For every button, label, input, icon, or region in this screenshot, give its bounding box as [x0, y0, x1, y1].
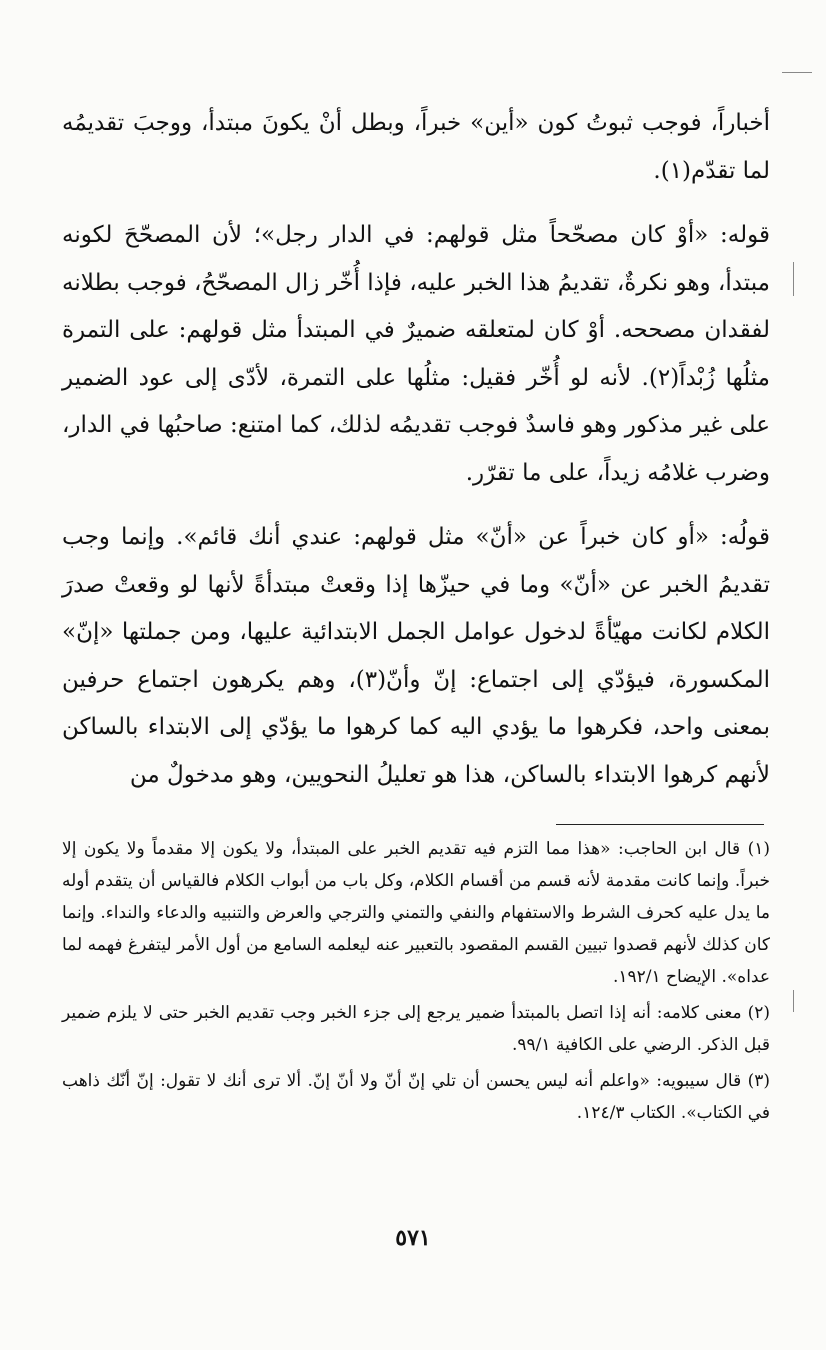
footnote-1: (١) قال ابن الحاجب: «هذا مما التزم فيه تقديم الخبر على المبتدأ، ولا يكون إلا مقدماً ولا يكون إلا خبراً. وإنما كانت مقدمة لأنه قسم من أقسام الكلام، وكل باب من أبواب الكلام فالقياس أن يتقدم أوله ما يدل عليه كحرف الشرط والاستفهام والنفي والتمني والترجي والعرض والتنبيه والدعاء والنداء. وإنما كان كذلك لأنهم قصدوا تبيين القسم المقصود بالتعبير عنه ليعلمه السامع من أول الأمر ليتفرغ فهمه لما عداه». الإيضاح ١٩٢/١. [62, 839, 770, 987]
paragraph-3: قولُه: «أو كان خبراً عن «أنّ» مثل قولهم: عندي أنك قائم». وإنما وجب تقديمُ الخبر عن «أنّ» وما في حيزّها إذا وقعتْ مبتدأةً لأنها لو وقعتْ صدرَ الكلام لكانت مهيّأةً لدخول عوامل الجمل الابتدائية عليها، ومن جملتها «إنّ» المكسورة، فيؤدّي إلى اجتماع: إنّ وأنّ(٣)، وهم يكرهون اجتماع حرفين بمعنى واحد، فكرهوا ما يؤدي اليه كما كرهوا ما يؤدّي إلى الابتداء بالساكن لأنهم كرهوا الابتداء بالساكن، هذا هو تعليلُ النحويين، وهو مدخولٌ من [62, 524, 770, 788]
scan-artifact-margin [793, 262, 794, 296]
scan-artifact-footnote [793, 990, 794, 1012]
paragraph-2: قوله: «أوْ كان مصحّحاً مثل قولهم: في الدار رجل»؛ لأن المصحّحَ لكونه مبتدأ، وهو نكرةٌ، تقديمُ هذا الخبر عليه، فإذا أُخّر زال المصحّحُ، فوجب بطلانه لفقدان مصححه. أوْ كان لمتعلقه ضميرٌ في المبتدأ مثل قولهم: على التمرة مثلُها زُبْداً(٢). لأنه لو أُخّر فقيل: مثلُها على التمرة، لأدّى إلى عود الضمير على غير مذكور وهو فاسدٌ فوجب تقديمُه لذلك، كما امتنع: صاحبُها في الدار، وضرب غلامُه زيداً، على ما تقرّر. [62, 222, 770, 486]
main-text [62, 100, 770, 799]
footnote-3: (٣) قال سيبويه: «واعلم أنه ليس يحسن أن تلي إنّ أنّ ولا أنّ إنّ. ألا ترى أنك لا تقول: إنّ أنّك ذاهب في الكتاب». الكتاب ١٢٤/٣. [62, 1071, 770, 1123]
footnote-2: (٢) معنى كلامه: أنه إذا اتصل بالمبتدأ ضمير يرجع إلى جزء الخبر وجب تقديم الخبر حتى لا يلزم ضمير قبل الذكر. الرضي على الكافية ٩٩/١. [62, 1003, 770, 1055]
page-number: ٥٧١ [395, 1225, 431, 1251]
footnote-separator [556, 824, 764, 825]
paragraph-1: أخباراً، فوجب ثبوتُ كون «أين» خبراً، وبطل أنْ يكونَ مبتدأ، ووجبَ تقديمُه لما تقدّم(١). [62, 110, 770, 184]
scan-artifact-top [782, 72, 812, 73]
footnotes [62, 833, 770, 1133]
